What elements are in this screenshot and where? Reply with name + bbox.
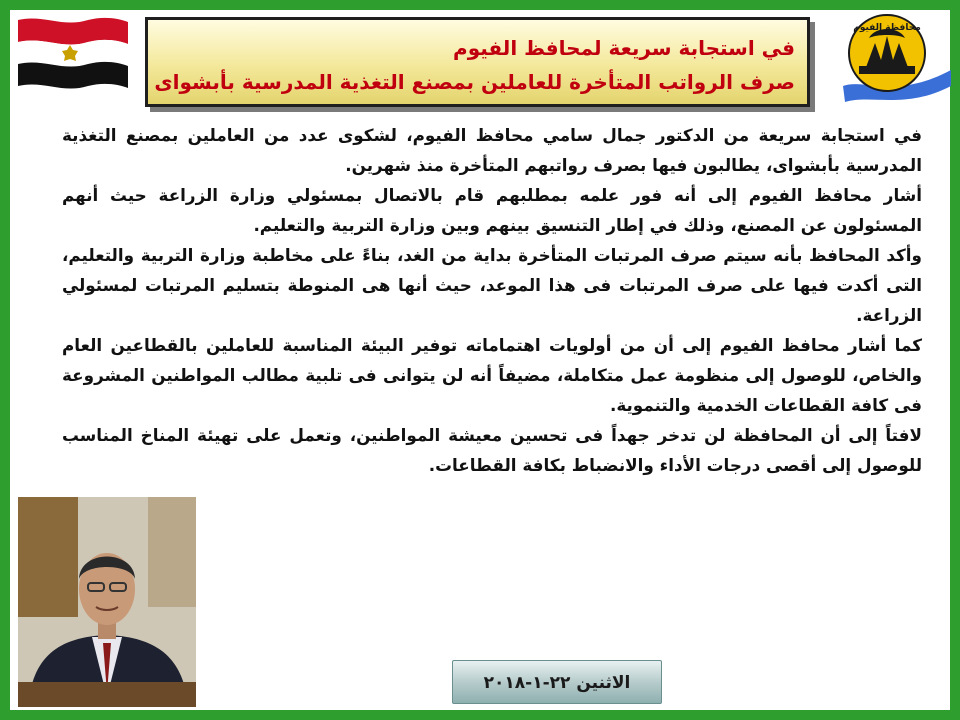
headline-line-2: صرف الرواتب المتأخرة للعاملين بمصنع التغذية المدرسية بأبشواى xyxy=(154,70,795,94)
headline-line-1: في استجابة سريعة لمحافظ الفيوم xyxy=(453,36,795,60)
article-paragraph-1: في استجابة سريعة من الدكتور جمال سامي محافظ الفيوم، لشكوى عدد من العاملين بمصنع التغذية المدرسية بأبشواى، يطالبون فيها بصرف رواتبهم المتأخرة منذ شهرين. xyxy=(62,125,922,175)
article-paragraph-2: أشار محافظ الفيوم إلى أنه فور علمه بمطلبهم قام بالاتصال بمسئولي وزارة الزراعة حيث أنهم المسئولون عن المصنع، وذلك في إطار التنسيق بينهم وبين وزارة التربية والتعليم. xyxy=(62,185,922,235)
egypt-flag-icon xyxy=(18,14,128,94)
headline-box xyxy=(145,17,810,107)
logo-text: محافظة الفيوم xyxy=(853,23,921,33)
date-label: الاثنين ٢٢-١-٢٠١٨ xyxy=(452,660,662,704)
article-body xyxy=(62,120,922,480)
article-paragraph-3: وأكد المحافظ بأنه سيتم صرف المرتبات المتأخرة بداية من الغد، بناءً على مخاطبة وزارة التربية والتعليم، التى أكدت فيها على صرف المرتبات فى هذا الموعد، حيث أنها هى المنوطة بتسليم المرتبات لمسئولي الزراعة. xyxy=(62,245,922,325)
fayoum-governorate-logo-icon xyxy=(835,8,955,108)
governor-portrait-icon xyxy=(18,497,196,707)
article-paragraph-4: كما أشار محافظ الفيوم إلى أن من أولويات اهتماماته توفير البيئة المناسبة للعاملين بالقطاعين العام والخاص، للوصول إلى منظومة عمل متكاملة، مضيفاً أنه لن يتوانى فى تلبية مطالب المواطنين المشروعة فى كافة القطاعات الخدمية والتنموية. xyxy=(62,335,922,415)
article-paragraph-5: لافتاً إلى أن المحافظة لن تدخر جهداً فى تحسين معيشة المواطنين، وتعمل على تهيئة المناخ المناسب للوصول إلى أقصى درجات الأداء والانضباط بكافة القطاعات. xyxy=(62,425,922,475)
